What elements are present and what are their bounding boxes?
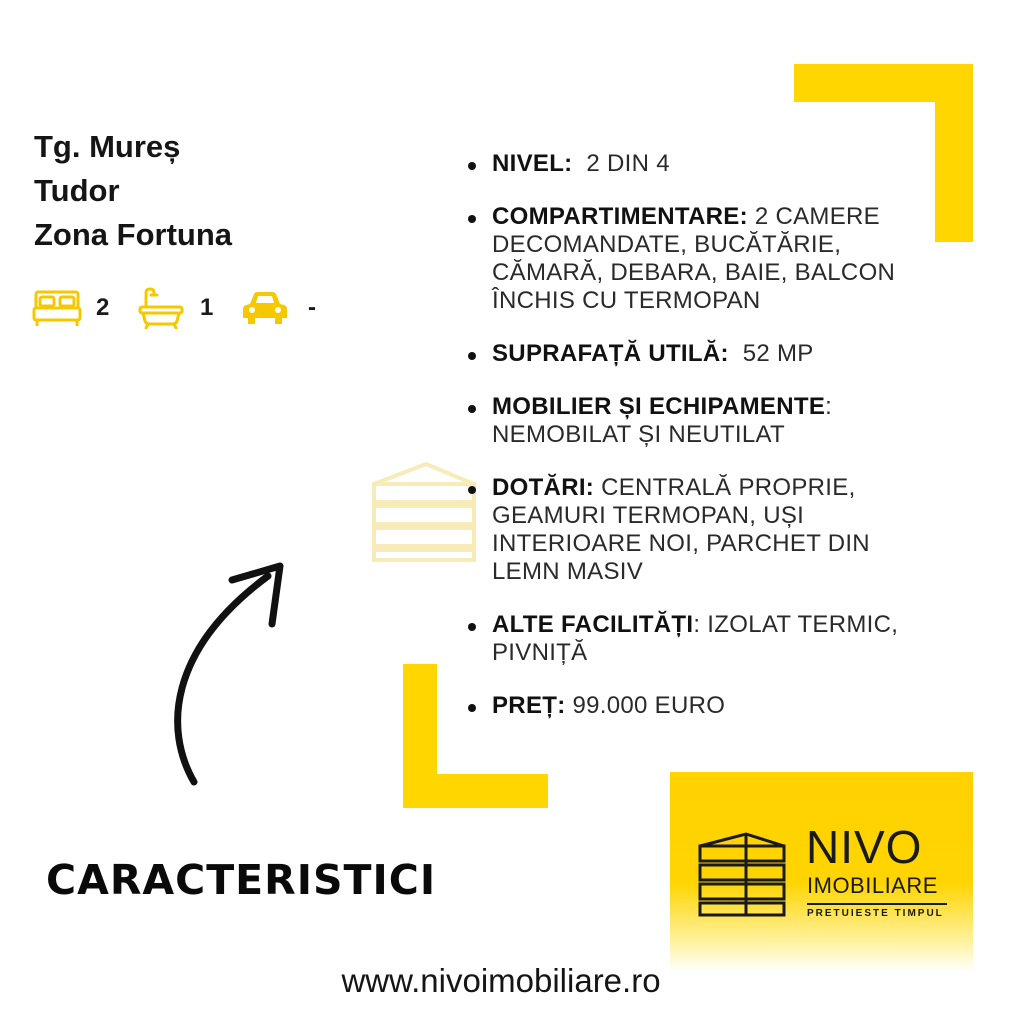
- feature-facilities: ALTE FACILITĂȚI: IZOLAT TERMIC, PIVNIȚĂ: [466, 611, 936, 667]
- feature-level: NIVEL: 2 DIN 4: [466, 150, 936, 178]
- brand-name: NIVO: [806, 821, 923, 873]
- brand-divider: [807, 903, 947, 905]
- location-zone: Zona Fortuna: [34, 217, 233, 252]
- corner-bracket-top-side: [935, 64, 973, 242]
- corner-bracket-bottom: [403, 774, 548, 808]
- bedrooms-count: 2: [96, 294, 110, 321]
- location-city: Tg. Mureș: [34, 129, 181, 164]
- feature-equipment: DOTĂRI: CENTRALĂ PROPRIE, GEAMURI TERMOPAN, UȘI INTERIOARE NOI, PARCHET DIN LEMN MASIV: [466, 474, 936, 586]
- feature-layout: COMPARTIMENTARE: 2 CAMERE DECOMANDATE, BUCĂTĂRIE, CĂMARĂ, DEBARA, BAIE, BALCON ÎNCHIS CU TERMOPAN: [466, 203, 936, 315]
- feature-area: SUPRAFAȚĂ UTILĂ: 52 MP: [466, 340, 936, 368]
- car-icon: [242, 288, 288, 328]
- feature-price: PREȚ: 99.000 EURO: [466, 692, 936, 720]
- curved-arrow-icon: [160, 560, 290, 790]
- section-heading: CARACTERISTICI: [46, 856, 437, 904]
- amenity-bedrooms: [32, 288, 82, 328]
- website-url[interactable]: www.nivoimobiliare.ro: [341, 962, 661, 999]
- feature-furniture: MOBILIER ȘI ECHIPAMENTE: NEMOBILAT ȘI NEUTILAT: [466, 393, 936, 449]
- features-list: [466, 150, 936, 745]
- property-location: [34, 125, 232, 257]
- building-logo-icon: [696, 830, 788, 920]
- bathtub-icon: [138, 287, 184, 329]
- amenity-parking: [242, 288, 288, 328]
- brand-subtitle: IMOBILIARE: [807, 873, 938, 898]
- bed-icon: [32, 288, 82, 328]
- parking-count: -: [308, 294, 316, 321]
- bathrooms-count: 1: [200, 294, 214, 321]
- brand-logo-box: [670, 772, 973, 972]
- location-district: Tudor: [34, 173, 120, 208]
- amenity-bathrooms: [138, 288, 184, 328]
- watermark-logo-icon: [368, 458, 480, 564]
- brand-tagline: PRETUIESTE TIMPUL: [807, 908, 944, 919]
